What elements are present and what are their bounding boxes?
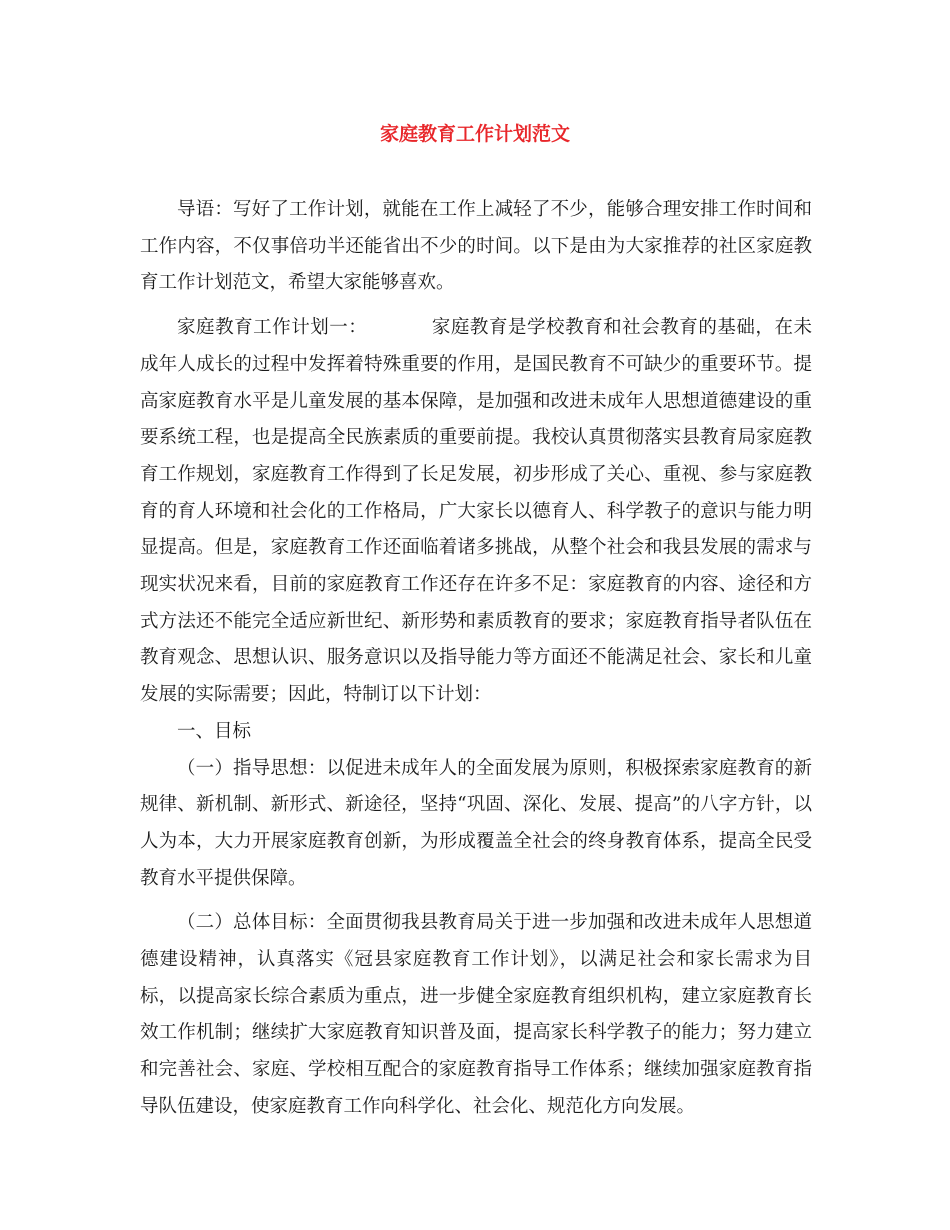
document-title: 家庭教育工作计划范文 <box>379 123 570 145</box>
section-heading-goals: 一、目标 <box>177 720 252 742</box>
overall-goal-paragraph: （二）总体目标：全面贯彻我县教育局关于进一步加强和改进未成年人思想道德建设精神，认真落实《冠县家庭教育工作计划》，以满足社会和家长需求为目标，以提高家长综合素质为重点，进一步健全家庭教育组织机构，建立家庭教育长效工作机制；继续扩大家庭教育知识普及面，提高家长科学教子的能力；努力建立和完善社会、家庭、学校相互配合的家庭教育指导工作体系；继续加强家庭教育指导队伍建设，使家庭教育工作向科学化、社会化、规范化方向发展。 <box>140 912 812 1117</box>
guiding-ideology-paragraph: （一）指导思想：以促进未成年人的全面发展为原则，积极探索家庭教育的新规律、新机制、新形式、新途径，坚持“巩固、深化、发展、提高”的八字方针，以人为本，大力开展家庭教育创新，为形成覆盖全社会的终身教育体系，提高全民受教育水平提供保障。 <box>140 757 812 889</box>
intro-paragraph: 导语：写好了工作计划，就能在工作上减轻了不少，能够合理安排工作时间和工作内容，不仅事倍功半还能省出不少的时间。以下是由为大家推荐的社区家庭教育工作计划范文，希望大家能够喜欢。 <box>140 199 812 294</box>
plan-one-label: 家庭教育工作计划一： <box>177 317 368 339</box>
document-body <box>140 192 812 1126</box>
plan-one-paragraph <box>140 310 812 714</box>
plan-one-body: 家庭教育是学校教育和社会教育的基础，在未成年人成长的过程中发挥着特殊重要的作用，是国民教育不可缺少的重要环节。提高家庭教育水平是儿童发展的基本保障，是加强和改进未成年人思想道德建设的重要系统工程，也是提高全民族素质的重要前提。我校认真贯彻落实县教育局家庭教育工作规划，家庭教育工作得到了长足发展，初步形成了关心、重视、参与家庭教育的育人环境和社会化的工作格局，广大家长以德育人、科学教子的意识与能力明显提高。但是，家庭教育工作还面临着诸多挑战，从整个社会和我县发展的需求与现实状况来看，目前的家庭教育工作还存在许多不足：家庭教育的内容、途径和方式方法还不能完全适应新世纪、新形势和素质教育的要求；家庭教育指导者队伍在教育观念、思想认识、服务意识以及指导能力等方面还不能满足社会、家长和儿童发展的实际需要；因此，特制订以下计划： <box>140 317 812 706</box>
